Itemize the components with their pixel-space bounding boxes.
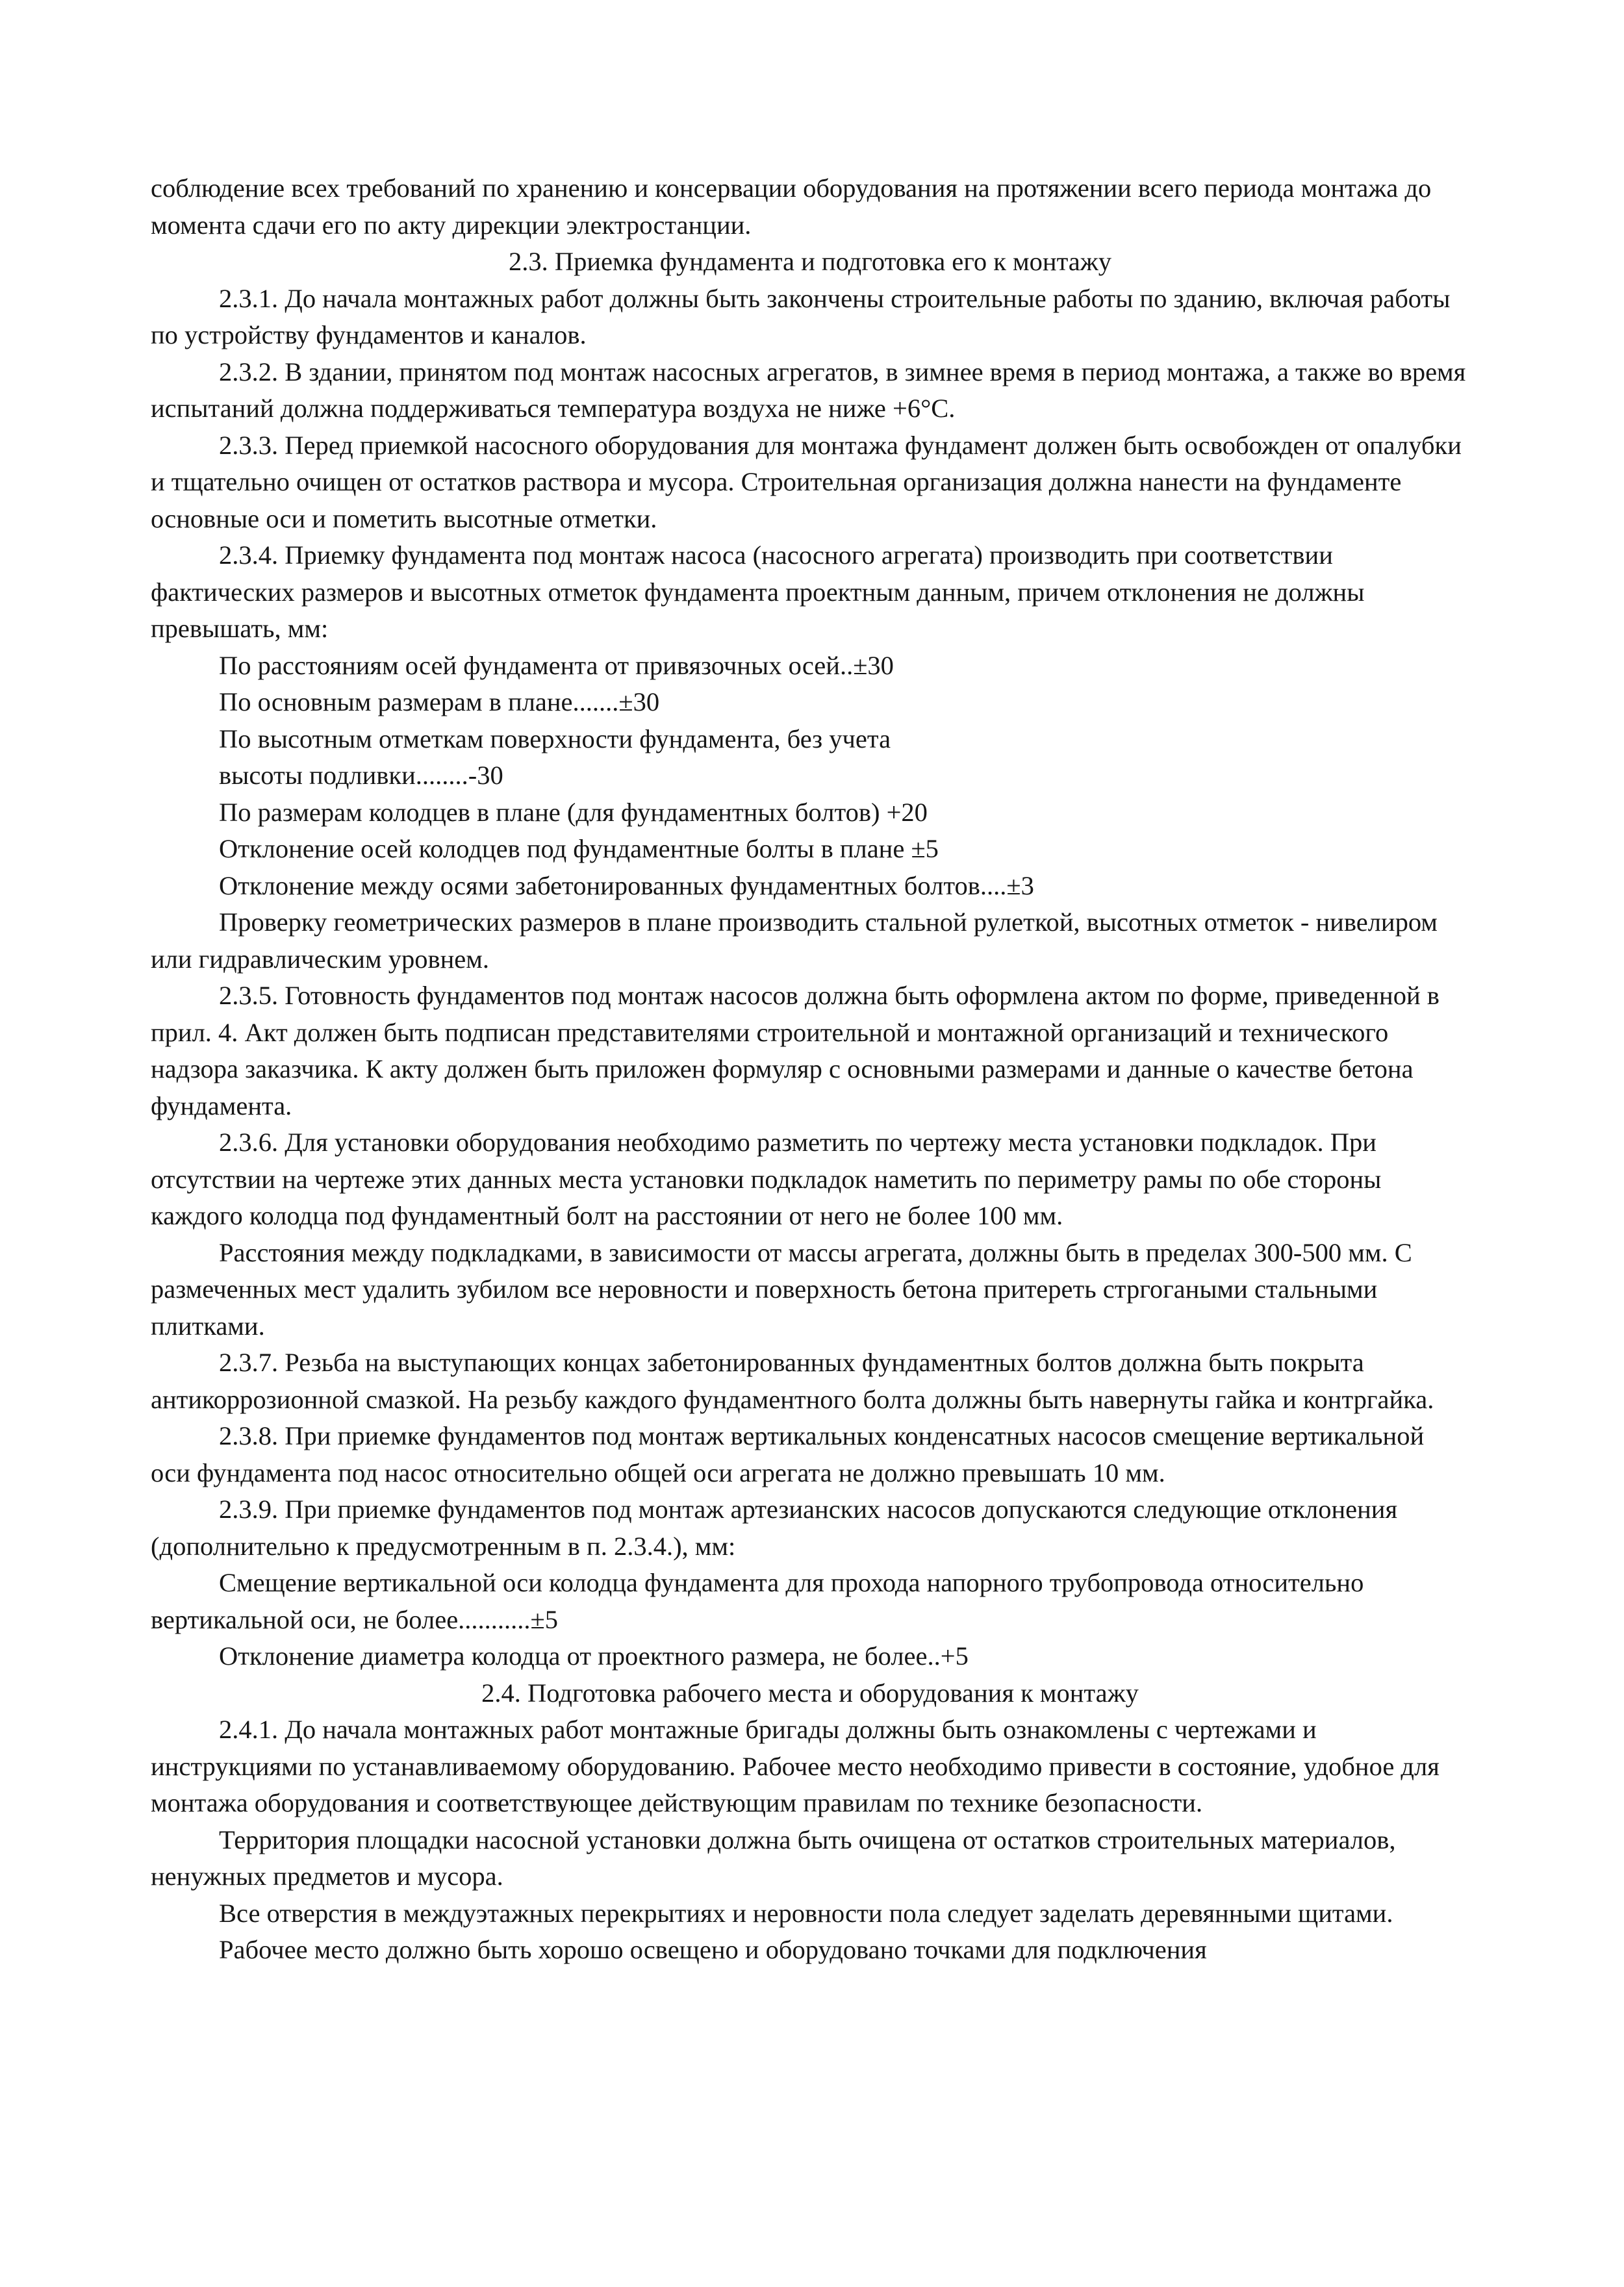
tolerance-item: По размерам колодцев в плане (для фундаментных болтов) +20 <box>219 797 928 827</box>
tolerance-item: По основным размерам в плане.......±30 <box>219 687 660 716</box>
paragraph-2-3-1: 2.3.1. До начала монтажных работ должны быть закончены строительные работы по зданию, включая работы по устройству фундаментов и каналов. <box>151 283 1451 349</box>
paragraph-measurement-check: Проверку геометрических размеров в плане производить стальной рулеткой, высотных отметок - нивелиром или гидравлическим уровнем. <box>151 907 1438 974</box>
paragraph-2-3-8: 2.3.8. При приемке фундаментов под монтаж вертикальных конденсатных насосов смещение вертикальной оси фундамента под насос относительно общей оси агрегата не должно превышать 10 мм. <box>151 1421 1425 1487</box>
paragraph-2-3-3: 2.3.3. Перед приемкой насосного оборудования для монтажа фундамент должен быть освобожден от опалубки и тщательно очищен от остатков раствора и мусора. Строительная организация должна нанести на фундаменте основные оси и пометить высотные отметки. <box>151 430 1462 533</box>
tolerance-item: высоты подливки........-30 <box>219 761 503 790</box>
tolerance-item: По высотным отметкам поверхности фундамента, без учета <box>219 724 891 753</box>
paragraph-2-3-7: 2.3.7. Резьба на выступающих концах забетонированных фундаментных болтов должна быть покрыта антикоррозионной смазкой. На резьбу каждого фундаментного болта должны быть навернуты гайка и контргайка. <box>151 1348 1434 1414</box>
tolerance-item: Смещение вертикальной оси колодца фундамента для прохода напорного трубопровода относительно вертикальной оси, не более...........±5 <box>151 1568 1364 1634</box>
tolerance-item: По расстояниям осей фундамента от привязочных осей..±30 <box>219 650 894 680</box>
paragraph-2-4-1: 2.4.1. До начала монтажных работ монтажные бригады должны быть ознакомлены с чертежами и инструкциями по устанавливаемому оборудованию. Рабочее место необходимо привести в состояние, удобное для монтажа оборудования и соответствующее действующим правилам по технике безопасности. <box>151 1715 1440 1817</box>
tolerance-item: Отклонение между осями забетонированных фундаментных болтов....±3 <box>219 870 1034 900</box>
paragraph-2-3-4: 2.3.4. Приемку фундамента под монтаж насоса (насосного агрегата) производить при соответствии фактических размеров и высотных отметок фундамента проектным данным, причем отклонения не должны превышать, мм: <box>151 540 1365 643</box>
section-heading-2-4: 2.4. Подготовка рабочего места и оборудования к монтажу <box>481 1678 1139 1708</box>
paragraph-continuation: соблюдение всех требований по хранению и консервации оборудования на протяжении всего периода монтажа до момента сдачи его по акту дирекции электростанции. <box>151 173 1432 240</box>
section-heading-2-3: 2.3. Приемка фундамента и подготовка его к монтажу <box>508 247 1112 276</box>
document-page <box>151 170 1469 1969</box>
paragraph-2-3-9: 2.3.9. При приемке фундаментов под монтаж артезианских насосов допускаются следующие отклонения (дополнительно к предусмотренным в п. 2.3.4.), мм: <box>151 1495 1398 1561</box>
paragraph-site-cleanup: Территория площадки насосной установки должна быть очищена от остатков строительных материалов, ненужных предметов и мусора. <box>151 1825 1396 1891</box>
paragraph-2-3-6: 2.3.6. Для установки оборудования необходимо разметить по чертежу места установки подкладок. При отсутствии на чертеже этих данных места установки подкладок наметить по периметру рамы по обе стороны каждого колодца под фундаментный болт на расстоянии от него не более 100 мм. <box>151 1128 1382 1230</box>
tolerance-item: Отклонение диаметра колодца от проектного размера, не более..+5 <box>219 1641 969 1671</box>
paragraph-2-3-5: 2.3.5. Готовность фундаментов под монтаж насосов должна быть оформлена актом по форме, приведенной в прил. 4. Акт должен быть подписан представителями строительной и монтажной организаций и технического надзора заказчика. К акту должен быть приложен формуляр с основными размерами и данные о качестве бетона фундамента. <box>151 981 1440 1120</box>
paragraph-2-3-2: 2.3.2. В здании, принятом под монтаж насосных агрегатов, в зимнее время в период монтажа, а также во время испытаний должна поддерживаться температура воздуха не ниже +6°С. <box>151 357 1466 423</box>
paragraph-floor-openings: Все отверстия в междуэтажных перекрытиях и неровности пола следует заделать деревянными щитами. <box>219 1898 1393 1928</box>
paragraph-shim-spacing: Расстояния между подкладками, в зависимости от массы агрегата, должны быть в пределах 300-500 мм. С размеченных мест удалить зубилом все неровности и поверхность бетона притереть стргогаными стальными плитками. <box>151 1237 1412 1341</box>
tolerance-item: Отклонение осей колодцев под фундаментные болты в плане ±5 <box>219 834 939 863</box>
paragraph-lighting: Рабочее место должно быть хорошо освещено и оборудовано точками для подключения <box>219 1935 1207 1964</box>
